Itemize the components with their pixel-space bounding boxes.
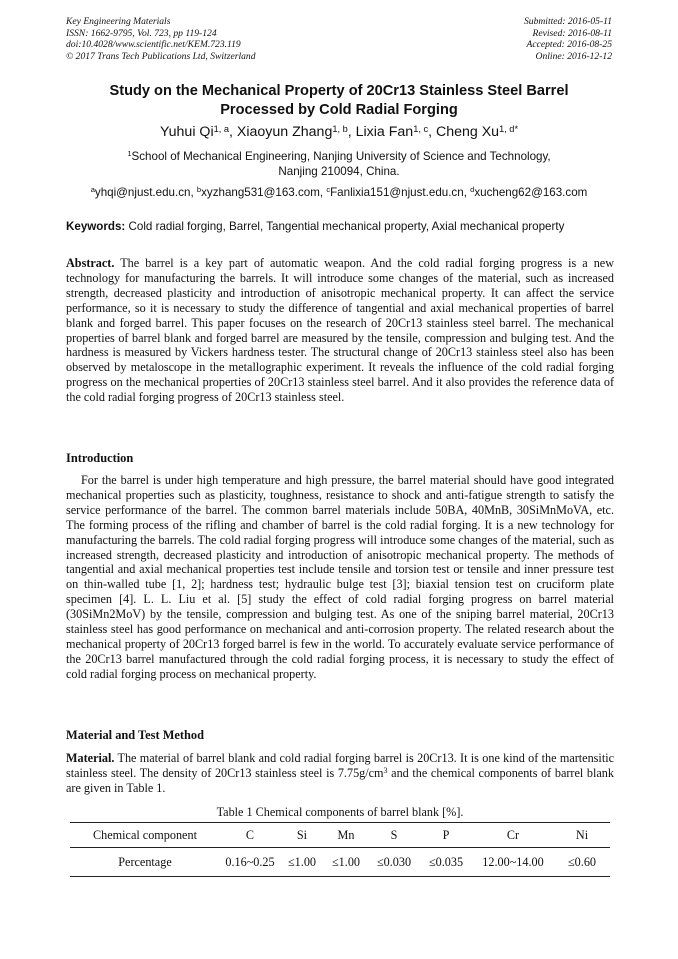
email-mark: b	[196, 185, 202, 194]
journal-info	[66, 16, 256, 62]
affil-mark: 1	[127, 149, 132, 158]
author-name: Yuhui Qi	[159, 124, 214, 140]
table-cell: ≤0.030	[368, 848, 420, 877]
email-link[interactable]: xucheng62@163.com	[474, 186, 588, 199]
email-link[interactable]: xyzhang531@163.com	[201, 186, 320, 199]
affil-line-2: Nanjing 210094, China.	[278, 165, 400, 178]
article-dates	[524, 16, 612, 62]
email-link[interactable]: yhqi@njust.edu.cn	[94, 186, 191, 199]
table-header-cell: Chemical component	[70, 823, 220, 848]
material-method-heading: Material and Test Method	[66, 728, 205, 742]
author-affil-mark: 1, a	[213, 124, 229, 134]
material-text-before: The material of barrel blank and cold radial forging barrel is 20Cr13. It is one kind of the martensitic stainless steel. The density of 20Cr13 stainless steel is 7.75g/cm	[66, 751, 614, 780]
email-link[interactable]: Fanlixia151@njust.edu.cn	[330, 186, 464, 199]
date-online: Online: 2016-12-12	[535, 50, 612, 62]
date-accepted: Accepted: 2016-08-25	[526, 39, 612, 50]
journal-issn: ISSN: 1662-9795, Vol. 723, pp 119-124	[66, 27, 217, 39]
author-list: Yuhui Qi$^{1, a}$, Xiaoyun Zhang$^{1, b}$, Lixia Fan$^{1, c}$, Cheng $Xu^{1, d*}$	[159, 124, 519, 140]
email-mark: c	[326, 185, 331, 194]
keywords-label: Keywords:	[66, 220, 126, 233]
table-header-cell: Mn	[324, 823, 368, 848]
table-header-cell: S	[368, 823, 420, 848]
table-header-cell: C	[220, 823, 280, 848]
date-revised: Revised: 2016-08-11	[532, 27, 612, 39]
table-header-cell: Ni	[554, 823, 610, 848]
material-text-after: and the chemical components of barrel blank are given in Table 1.	[66, 765, 614, 795]
email-mark: d	[470, 185, 475, 194]
density-unit-exponent: 3	[383, 765, 388, 775]
email-list: $^a$yhqi@njust.edu.cn, $^b$xyzhang531@163.com, $^c$Fanlixia151@njust.edu.cn, $^d$xucheng62@163.com	[90, 185, 588, 199]
abstract-label: Abstract.	[66, 256, 115, 270]
material-label: Material.	[66, 751, 115, 765]
affiliation	[60, 149, 618, 179]
author-name: Xiaoyun Zhang	[236, 124, 333, 140]
introduction-heading: Introduction	[66, 451, 134, 465]
journal-copyright: © 2017 Trans Tech Publications Ltd, Switzerland	[66, 50, 256, 62]
author-affil-mark: 1, b	[332, 124, 348, 134]
table-cell: ≤0.60	[554, 848, 610, 877]
table-cell: ≤1.00	[280, 848, 324, 877]
title-line-1: Study on the Mechanical Property of 20Cr13 Stainless Steel Barrel	[109, 83, 569, 99]
abstract-text: The barrel is a key part of automatic weapon. And the cold radial forging progress is a new technology for manufacturing the barrels. It will introduce some changes of the material, such as increased strength, decreased plasticity and introduction of anisotropic mechanical property. It can affect the service performance, so it is necessary to study the difference of tangential and axial mechanical properties of barrel blank and forged barrel. This paper focuses on the research of 20Cr13 stainless steel barrel. The mechanical properties of barrel blank and forged barrel are measured by the tensile, compression and bulging test. And the hardness is measured by Vickers hardness tester. The structural change of 20Cr13 stainless steel also has been observed by metaloscope in the metallographic experiment. It reveals the influence of the cold radial forging progress on the mechanical properties of 20Cr13 stainless steel barrel. And it also provides the reference data of the cold radial forging progress of 20Cr13 stainless steel.	[66, 256, 615, 405]
email-mark: a	[90, 185, 95, 194]
table-cell: 12.00~14.00	[472, 848, 554, 877]
journal-name: Key Engineering Materials	[66, 16, 171, 27]
table-header-cell: P	[420, 823, 472, 848]
table-caption: Table 1 Chemical components of barrel blank [%].	[216, 805, 464, 819]
affil-line-1: School of Mechanical Engineering, Nanjing University of Science and Technology,	[131, 150, 551, 163]
table-cell: ≤1.00	[324, 848, 368, 877]
author-name: Lixia Fan	[355, 124, 414, 140]
table-header-row	[70, 823, 610, 848]
keywords	[66, 219, 616, 234]
author-name: Cheng Xu	[435, 124, 500, 140]
journal-doi: doi:10.4028/www.scientific.net/KEM.723.119	[66, 39, 241, 50]
table-cell: 0.16~0.25	[220, 848, 280, 877]
chemical-components-table	[70, 822, 610, 877]
table-row	[70, 848, 610, 877]
keywords-text: Cold radial forging, Barrel, Tangential mechanical property, Axial mechanical property	[128, 220, 565, 233]
paper-title	[60, 82, 618, 120]
author-affil-mark: 1, c	[413, 124, 429, 134]
author-affil-mark: 1, d*	[499, 124, 519, 134]
table-cell: ≤0.035	[420, 848, 472, 877]
title-line-2: Processed by Cold Radial Forging	[220, 102, 458, 118]
material-paragraph	[66, 751, 614, 796]
table-header-cell: Si	[280, 823, 324, 848]
date-submitted: Submitted: 2016-05-11	[523, 16, 612, 27]
table-cell: Percentage	[70, 848, 220, 877]
table-header-cell: Cr	[472, 823, 554, 848]
introduction-text: For the barrel is under high temperature and high pressure, the barrel material should have good integrated mechanical properties such as plasticity, toughness, resistance to shock and anti-fatigue strength to satisfy the service performance of the barrel. The common barrel materials include 50BA, 40MnB, 30SiMnMoVA, etc. The forming process of the rifling and chamber of barrel is the cold radial forging. It is a new technology for manufacturing the barrels. The cold radial forging progress will introduce some changes of the material, such as increased strength, decreased plasticity and introduction of anisotropic mechanical property. The methods of tangential and axial mechanical properties test include tensile and torsion test or tensile and inner pressure test on thin-walled tube [1, 2]; hardness test; hydraulic bulge test [3]; biaxial tension test on cruciform plate specimen [4]. L. L. Liu et al. [5] study the effect of cold radial forging progress on barrel material (30SiMn2MoV) by the tensile, compression and bulging test. As one of the sniping barrel material, 20Cr13 stainless steel has good performance on mechanical and anti-corrosion property. The related research about the mechanical property of 20Cr13 forged barrel is few in the world. To accurately evaluate service performance of the 20Cr13 barrel manufactured through the cold radial forging process, it is necessary to study the effect of cold radial forging process on mechanical property.	[66, 473, 614, 681]
abstract	[66, 256, 614, 405]
